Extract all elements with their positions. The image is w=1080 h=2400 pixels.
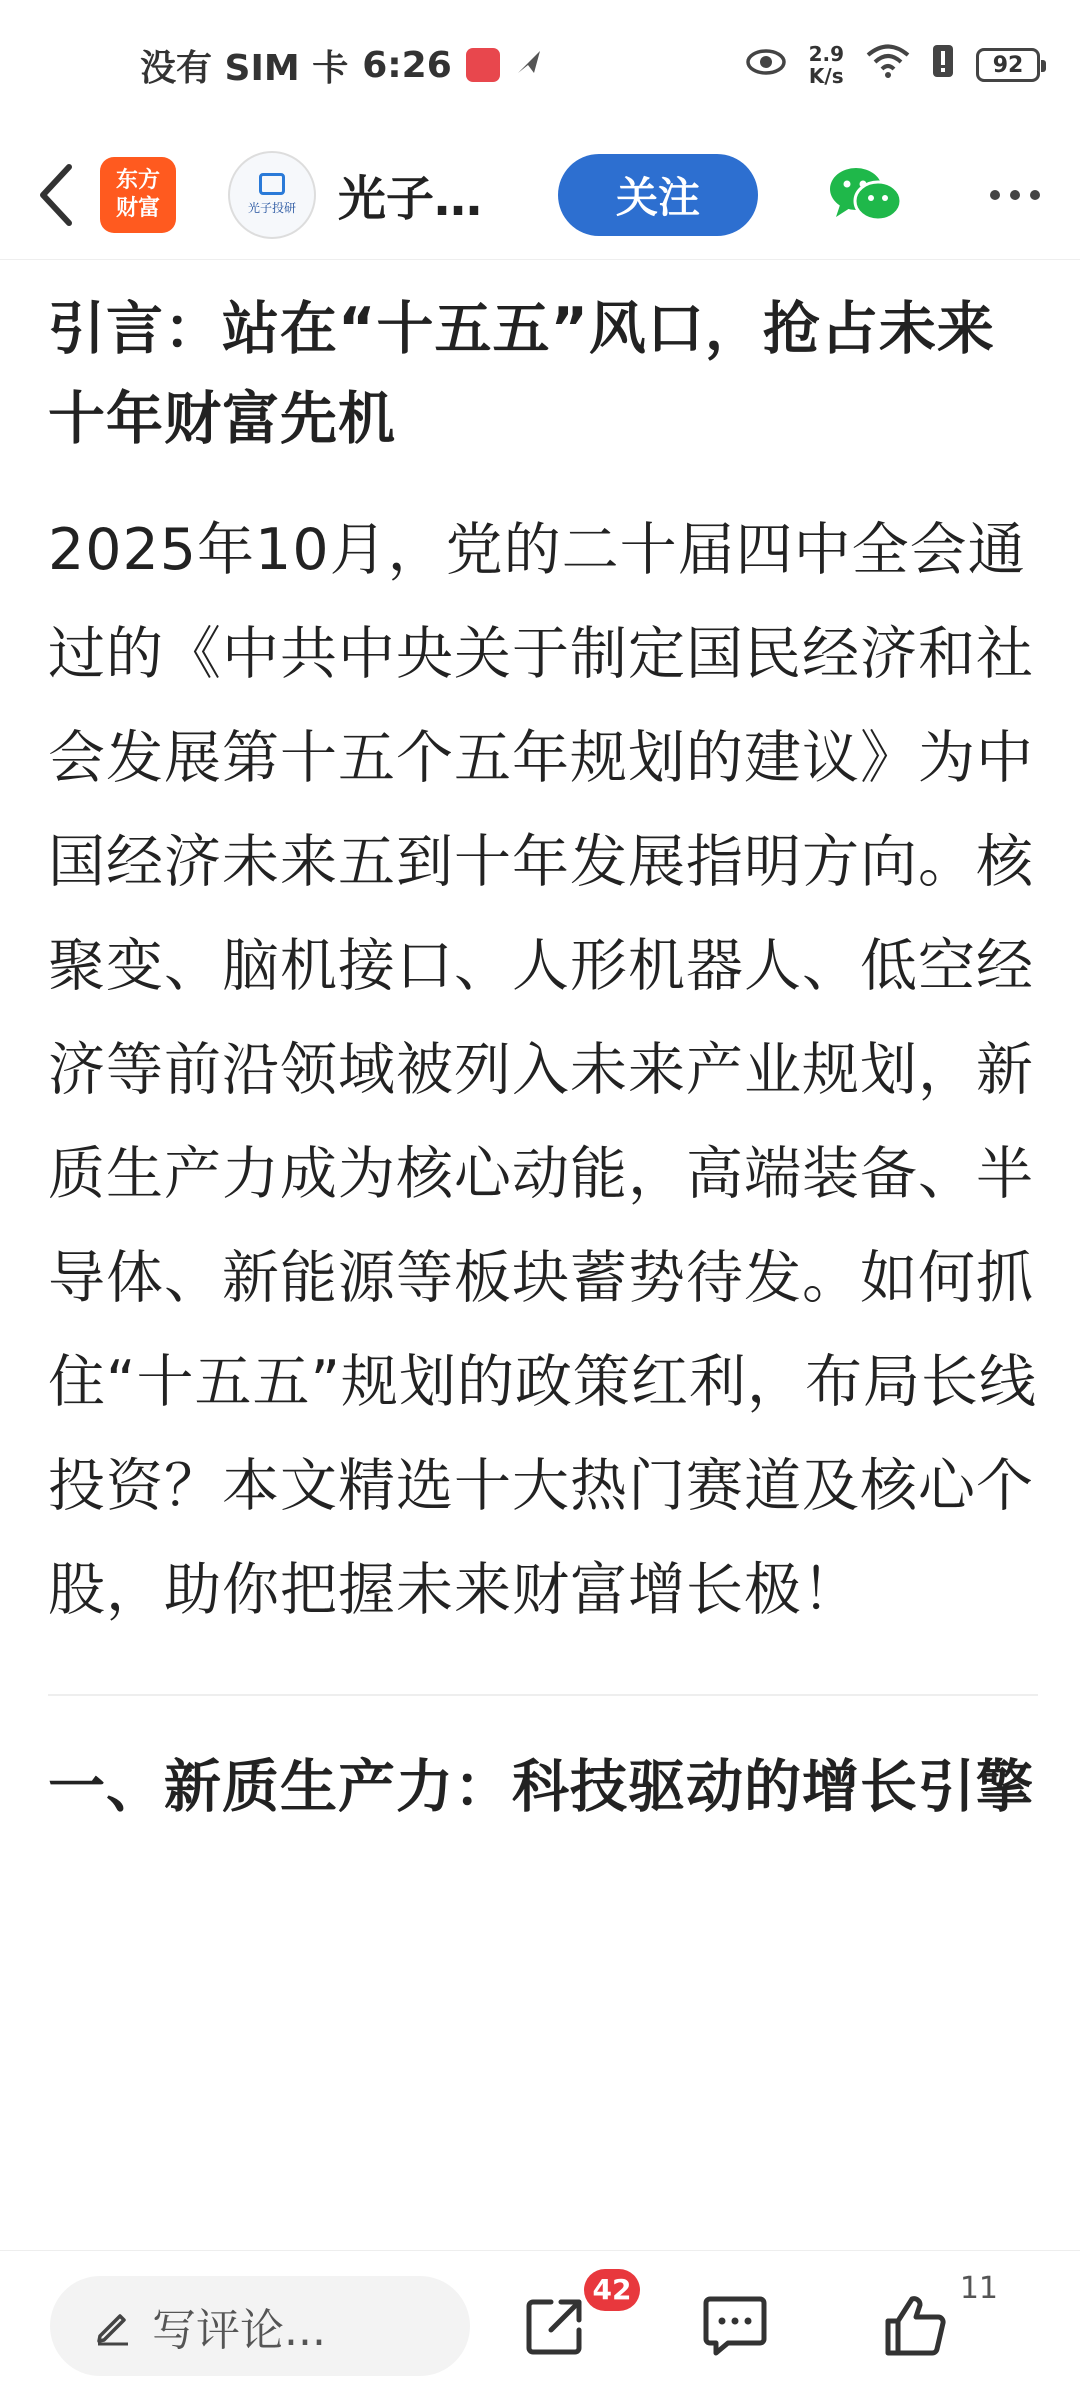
comment-input[interactable] [50,2276,470,2376]
carrier-text: 没有 SIM 卡 [140,47,349,89]
channel-avatar-text: 光子投研 [247,201,296,215]
comment-bubble-icon [702,2295,768,2357]
wechat-share-button[interactable] [826,160,906,230]
like-button[interactable] [870,2270,998,2371]
channel-logo-icon [259,173,285,195]
speed-unit: K/s [808,64,844,88]
channel-avatar[interactable] [228,151,316,239]
send-icon [514,45,544,86]
wechat-icon [828,165,904,225]
follow-button[interactable]: 关注 [558,154,758,236]
top-nav-bar [0,130,1080,260]
section-heading: 一、新质生产力：科技驱动的增长引擎 [48,1754,1034,1820]
share-count-badge: 42 [584,2269,640,2311]
share-icon [523,2294,587,2358]
eye-icon [745,45,787,86]
more-options-button[interactable] [980,160,1050,230]
more-dot-icon [1010,190,1020,200]
more-dot-icon [1030,190,1040,200]
status-left [140,40,544,91]
section-divider [48,1694,1038,1696]
speed-value: 2.9 [808,42,844,66]
app-notification-icon [466,48,500,82]
status-bar [0,0,1080,130]
network-speed [809,43,844,87]
app-logo[interactable]: 东方财富 [100,157,176,233]
comments-button[interactable] [690,2281,780,2371]
alert-icon [932,44,954,87]
battery-indicator: 92 [976,48,1040,82]
more-dot-icon [990,190,1000,200]
share-button[interactable] [510,2273,632,2371]
comment-placeholder: 写评论... [152,2304,326,2356]
article-content [48,262,1038,1832]
like-count: 11 [959,2270,998,2306]
article-paragraph: 2025年10月，党的二十届四中全会通过的《中共中央关于制定国民经济和社会发展第十五个五年规划的建议》为中国经济未来五到十年发展指明方向。核聚变、脑机接口、人形机器人、低空经济等前沿领域被列入未来产业规划，新质生产力成为核心动能，高端装备、半导体、新能源等板块蓄势待发。如何抓住“十五五”规划的政策红利，布局长线投资？本文精选十大热门赛道及核心个股，助你把握未来财富增长极！ [48,517,1038,1623]
back-button[interactable] [30,160,80,230]
channel-name[interactable]: 光子… [338,171,483,227]
thumbs-up-icon [882,2293,948,2359]
status-right [745,43,1040,87]
clock: 6:26 [362,44,452,86]
wifi-icon [866,44,910,87]
pencil-icon [92,2306,132,2346]
article-heading: 引言：站在“十五五”风口，抢占未来十年财富先机 [48,296,995,452]
chevron-left-icon [35,163,75,227]
bottom-action-bar [0,2250,1080,2400]
